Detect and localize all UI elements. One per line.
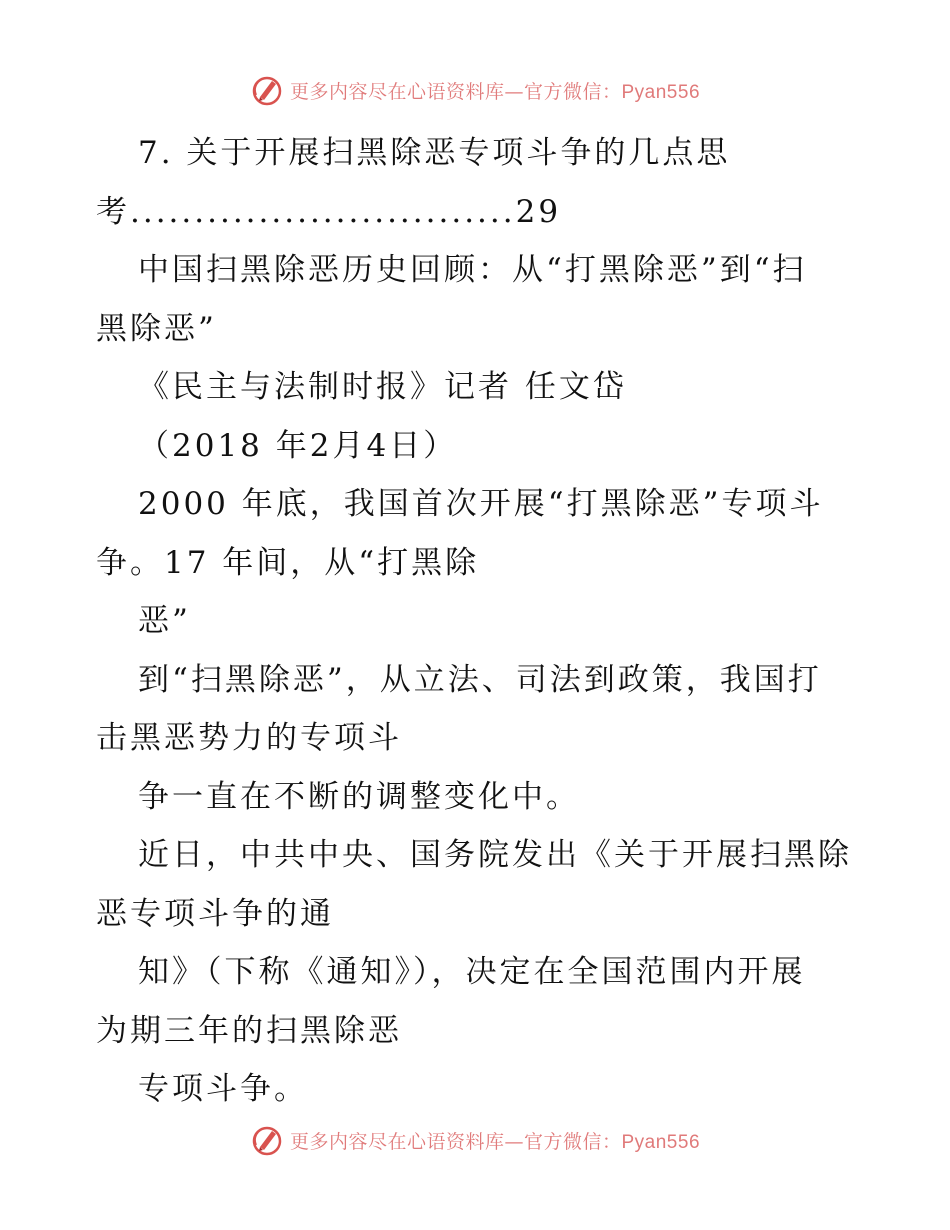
paragraph-line: 近日，中共中央、国务院发出《关于开展扫黑除 xyxy=(138,837,852,873)
header-banner-content xyxy=(250,73,700,107)
header-banner xyxy=(0,70,950,110)
footer-banner-text: 更多内容尽在心语资料库—官方微信：Pyan556 xyxy=(289,1130,701,1153)
paragraph-line: 争。17 年间，从“打黑除 xyxy=(96,544,480,581)
pen-circle-logo-icon xyxy=(250,1123,284,1157)
article-byline: 《民主与法制时报》记者 任文岱 xyxy=(138,369,627,405)
paragraph-line: 恶” xyxy=(138,603,191,639)
paragraph-line: 知》（下称《通知》），决定在全国范围内开展 xyxy=(138,954,806,990)
header-wechat-id: Pyan556 xyxy=(621,81,701,103)
paragraph-line: 到“扫黑除恶”，从立法、司法到政策，我国打 xyxy=(138,661,822,698)
document-body xyxy=(96,124,856,1119)
paragraph-line: 争一直在不断的调整变化中。 xyxy=(138,778,580,815)
footer-banner-content xyxy=(250,1123,700,1157)
paragraph-line: 击黑恶势力的专项斗 xyxy=(96,720,402,756)
footer-wechat-id: Pyan556 xyxy=(621,1131,701,1153)
paragraph-line: 为期三年的扫黑除恶 xyxy=(96,1012,402,1049)
footer-banner xyxy=(0,1120,950,1160)
paragraph-line: 恶专项斗争的通 xyxy=(96,895,334,932)
paragraph-line: 专项斗争。 xyxy=(138,1071,308,1107)
header-banner-text: 更多内容尽在心语资料库—官方微信：Pyan556 xyxy=(289,80,701,103)
article-date: （2018 年2月4日） xyxy=(138,427,458,464)
article-title-line: 中国扫黑除恶历史回顾：从“打黑除恶”到“扫 xyxy=(138,252,807,288)
paragraph-line: 2000 年底，我国首次开展“打黑除恶”专项斗 xyxy=(138,486,824,522)
toc-entry-line: 7. 关于开展扫黑除恶专项斗争的几点思 xyxy=(138,135,731,171)
toc-entry-line: 考..............................29 xyxy=(96,193,562,230)
pen-circle-logo-icon xyxy=(250,73,284,107)
article-title-line: 黑除恶” xyxy=(96,310,217,347)
